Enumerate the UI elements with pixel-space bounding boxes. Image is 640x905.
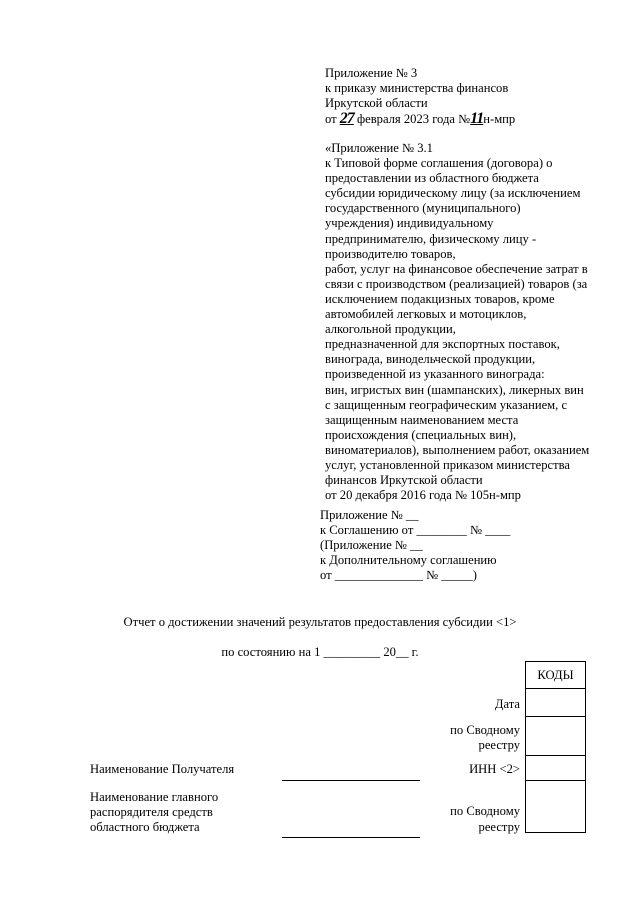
label-inn: ИНН <2>	[469, 762, 520, 776]
agreement-line: от ______________ № _____)	[320, 568, 477, 583]
code-cell-inn	[526, 756, 586, 781]
annex-line: финансов Иркутской области	[325, 473, 483, 488]
code-cell-date	[526, 689, 586, 717]
annex-line: учреждения) индивидуальному	[325, 216, 494, 231]
header-line: Приложение № 3	[325, 66, 418, 80]
annex-line: к Типовой форме соглашения (договора) о	[325, 156, 553, 171]
annex-line: связи с производством (реализацией) товаров (за	[325, 276, 588, 291]
annex-line: производителю товаров,	[325, 246, 456, 261]
label-registry-2b: реестру	[478, 820, 520, 834]
annex-line: предоставлении из областного бюджета	[325, 171, 539, 186]
header-line: Иркутской области	[325, 96, 428, 111]
order-suffix: н-мпр	[483, 112, 516, 127]
order-date-line	[325, 111, 615, 127]
annex-line: защищенным наименованием места	[325, 412, 519, 427]
label-registry-1b: реестру	[478, 738, 520, 752]
agreement-line: (Приложение № __	[320, 538, 423, 553]
annex-line: с защищенным географическим указанием, с	[325, 397, 568, 412]
agreement-line: Приложение № __	[320, 508, 419, 522]
label-manager-line2: распорядителя средств	[90, 805, 213, 819]
report-as-of: по состоянию на 1 _________ 20__ г.	[221, 645, 419, 659]
annex-line: от 20 декабря 2016 года № 105н-мпр	[325, 488, 521, 503]
agreement-line: к Дополнительному соглашению	[320, 553, 497, 568]
annex-line: алкогольной продукции,	[325, 322, 456, 337]
label-recipient: Наименование Получателя	[90, 762, 235, 776]
order-day-handwritten: 27	[339, 110, 354, 128]
label-registry-2a: по Сводному	[450, 804, 520, 818]
code-cell-registry-1	[526, 717, 586, 756]
annex-line: работ, услуг на финансовое обеспечение затрат в	[325, 261, 588, 276]
order-header	[325, 66, 615, 127]
label-manager-line3: областного бюджета	[90, 820, 200, 834]
codes-header: КОДЫ	[526, 662, 586, 689]
recipient-underline	[282, 780, 420, 781]
annex-line: предпринимателю, физическому лицу -	[325, 231, 537, 246]
report-title: Отчет о достижении значений результатов предоставления субсидии <1>	[123, 615, 517, 629]
annex-line: субсидии юридическому лицу (за исключением	[325, 186, 581, 201]
manager-underline	[282, 837, 420, 838]
header-line: к приказу министерства финансов	[325, 81, 509, 96]
agreement-line: к Соглашению от ________ № ____	[320, 523, 511, 538]
label-registry-1a: по Сводному	[450, 723, 520, 737]
annex-line: исключением подакцизных товаров, кроме	[325, 291, 555, 306]
order-prefix: от	[325, 112, 340, 127]
annex-line: виноматериалов), выполнением работ, оказанием	[325, 442, 590, 457]
annex-block	[325, 141, 615, 503]
annex-line: происхождения (специальных вин),	[325, 427, 517, 442]
agreement-block	[320, 508, 610, 583]
label-manager-line1: Наименование главного	[90, 790, 219, 804]
annex-line: произведенной из указанного винограда:	[325, 367, 545, 382]
annex-line: услуг, установленной приказом министерства	[325, 457, 570, 472]
label-date: Дата	[494, 697, 520, 711]
annex-line: вин, игристых вин (шампанских), ликерных вин	[325, 382, 584, 397]
annex-line: государственного (муниципального)	[325, 201, 521, 216]
annex-line: предназначенной для экспортных поставок,	[325, 337, 560, 352]
order-mid: февраля 2023 года №	[353, 112, 471, 127]
annex-line: винограда, винодельческой продукции,	[325, 352, 536, 367]
annex-line: автомобилей легковых и мотоциклов,	[325, 307, 527, 322]
order-number-handwritten: 11	[470, 110, 484, 128]
annex-line: «Приложение № 3.1	[325, 141, 433, 155]
codes-table	[525, 661, 586, 833]
code-cell-registry-2	[526, 781, 586, 833]
